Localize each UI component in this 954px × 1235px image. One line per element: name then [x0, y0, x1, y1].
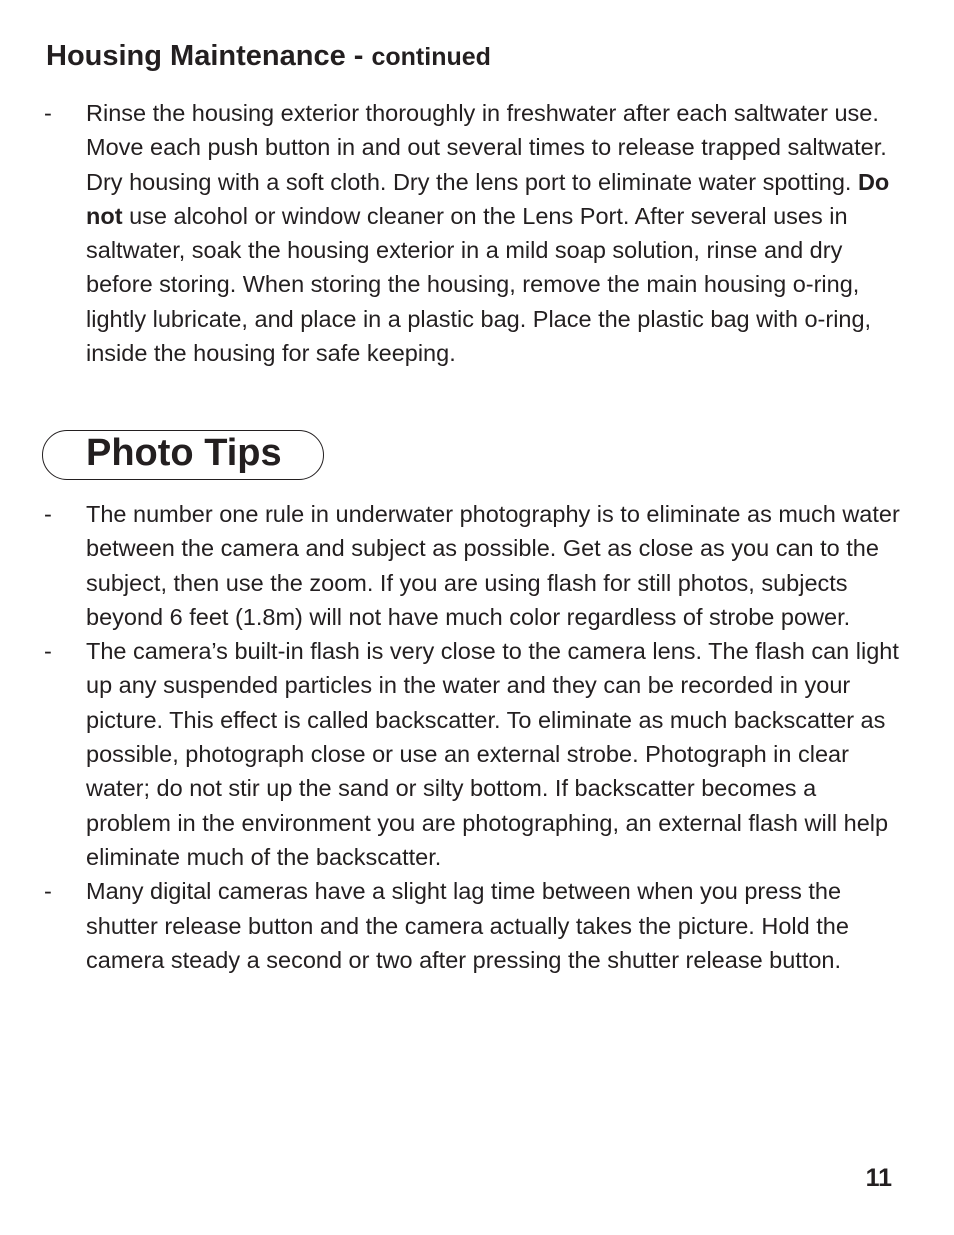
housing-maintenance-heading: [46, 38, 491, 75]
housing-maintenance-list: [0, 96, 954, 370]
list-item-text: The camera’s built-in flash is very close to the camera lens. The flash can light up any suspended particles in the water and they can be recorded in your picture. This effect is called backscatter. To eliminate as much backscatter as possible, photograph close or use an external strobe. Photograph in clear water; do not stir up the sand or silty bottom. If backscatter becomes a problem in the environment you are photographing, an external flash will help eliminate much of the backscatter.: [86, 638, 899, 870]
do-not-emphasis: Do not: [86, 168, 890, 229]
list-item: [0, 874, 954, 977]
text-segment: use alcohol or window cleaner on the Lens Port. After several uses in saltwater, soak the housing exterior in a mild soap solution, rinse and dry before storing. When storing the housing, remove the main housing o-ring, lightly lubricate, and place in a plastic bag. Place the plastic bag with o-ring, inside the housing for safe keeping.: [86, 202, 872, 367]
continued-label: continued: [371, 43, 491, 71]
bullet-dash: -: [44, 878, 52, 905]
housing-maintenance-title: Housing Maintenance -: [46, 40, 372, 72]
bullet-dash: -: [44, 501, 52, 527]
bullet-dash: -: [44, 638, 52, 665]
list-item-text: Many digital cameras have a slight lag time between when you press the shutter release button and the camera actually takes the picture. Hold the camera steady a second or two after pressing the shutter release button.: [86, 878, 849, 973]
page-number: 11: [865, 1164, 892, 1192]
list-item: [0, 634, 954, 874]
bullet-dash: -: [44, 100, 52, 126]
photo-tips-list: [0, 497, 954, 977]
list-item: [0, 96, 954, 370]
photo-tips-heading: Photo Tips: [86, 432, 282, 474]
list-item-text: [86, 100, 889, 366]
list-item: [0, 497, 954, 634]
list-item-text: The number one rule in underwater photography is to eliminate as much water between the camera and subject as possible. Get as close as you can to the subject, then use the zoom. If you are using flash for still photos, subjects beyond 6 feet (1.8m) will not have much color regardless of strobe power.: [86, 501, 900, 630]
text-segment: Rinse the housing exterior thoroughly in freshwater after each saltwater use. Move each push button in and out several times to release trapped saltwater. Dry housing with a soft cloth. Dry the lens port to eliminate water spotting.: [86, 100, 887, 195]
